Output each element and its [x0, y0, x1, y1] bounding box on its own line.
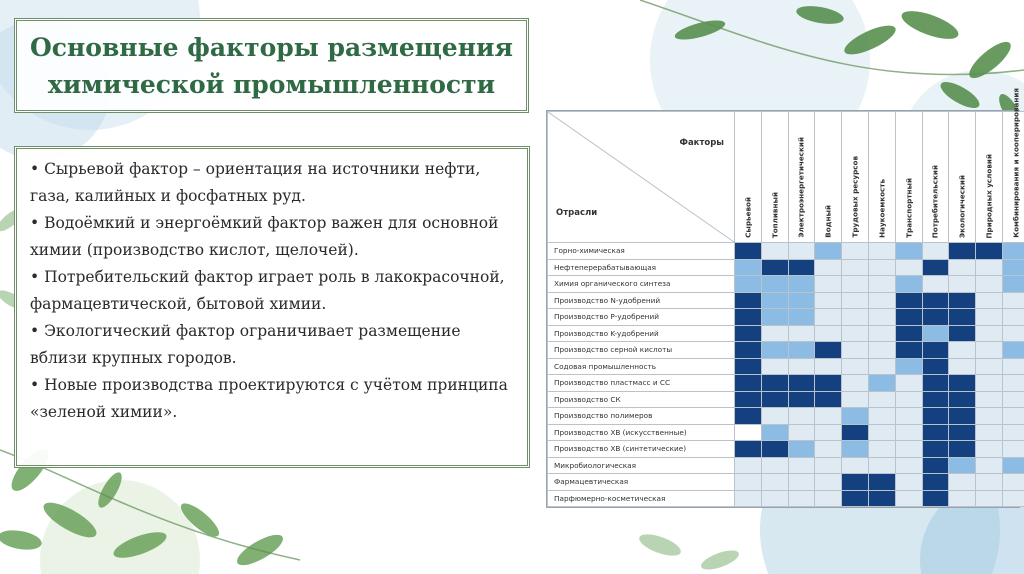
bullet-item: • Новые производства проектируются с учётом принципа «зеленой химии». — [30, 376, 508, 421]
matrix-cell — [895, 391, 922, 408]
matrix-cell — [895, 276, 922, 293]
matrix-cell — [735, 259, 762, 276]
matrix-cell — [976, 408, 1003, 425]
matrix-cell — [1002, 441, 1024, 458]
matrix-cell — [922, 358, 949, 375]
matrix-cell — [976, 309, 1003, 326]
matrix-cell — [842, 309, 869, 326]
factor-header — [868, 112, 895, 243]
factor-label: Природных условий — [984, 153, 994, 238]
matrix-cell — [976, 358, 1003, 375]
matrix-cell — [842, 259, 869, 276]
factors-matrix — [547, 88, 1024, 507]
industry-label: Микробиологическая — [548, 457, 735, 474]
matrix-cell — [922, 276, 949, 293]
industries-axis-label: Отрасли — [556, 208, 598, 218]
matrix-cell — [761, 325, 788, 342]
matrix-cell — [842, 474, 869, 491]
matrix-cell — [735, 424, 762, 441]
matrix-cell — [1002, 276, 1024, 293]
industry-label: Производство пластмасс и СС — [548, 375, 735, 392]
matrix-cell — [735, 441, 762, 458]
matrix-cell — [976, 457, 1003, 474]
matrix-cell — [922, 375, 949, 392]
matrix-cell — [788, 424, 815, 441]
factor-label: Потребительский — [930, 164, 940, 238]
matrix-cell — [976, 342, 1003, 359]
table-row — [548, 276, 1024, 293]
table-row — [548, 490, 1024, 507]
matrix-cell — [761, 358, 788, 375]
matrix-cell — [1002, 309, 1024, 326]
matrix-cell — [761, 259, 788, 276]
matrix-cell — [735, 276, 762, 293]
matrix-cell — [922, 408, 949, 425]
matrix-cell — [761, 474, 788, 491]
factor-label: Сырьевой — [743, 197, 753, 238]
industry-label: Производство полимеров — [548, 408, 735, 425]
matrix-cell — [895, 474, 922, 491]
matrix-cell — [1002, 358, 1024, 375]
matrix-cell — [868, 441, 895, 458]
matrix-cell — [761, 342, 788, 359]
matrix-cell — [842, 375, 869, 392]
matrix-cell — [761, 408, 788, 425]
matrix-cell — [895, 457, 922, 474]
matrix-cell — [949, 276, 976, 293]
matrix-cell — [976, 259, 1003, 276]
industry-label: Производство СК — [548, 391, 735, 408]
industry-label: Производство ХВ (искусственные) — [548, 424, 735, 441]
matrix-cell — [842, 243, 869, 260]
matrix-cell — [949, 243, 976, 260]
matrix-cell — [815, 457, 842, 474]
header-row — [548, 112, 1024, 243]
matrix-cell — [842, 292, 869, 309]
corner-diagonal-line — [548, 112, 734, 242]
matrix-cell — [815, 408, 842, 425]
matrix-cell — [761, 375, 788, 392]
matrix-cell — [976, 375, 1003, 392]
matrix-cell — [922, 292, 949, 309]
matrix-cell — [815, 342, 842, 359]
matrix-cell — [842, 457, 869, 474]
matrix-cell — [976, 474, 1003, 491]
bullet-item: • Сырьевой фактор – ориентация на источники нефти, газа, калийных и фосфатных руд. — [30, 160, 481, 205]
factor-label: Транспортный — [904, 178, 914, 238]
bullet-item: • Водоёмкий и энергоёмкий фактор важен для основной химии (производство кислот, щелочей). — [30, 214, 499, 259]
table-row — [548, 342, 1024, 359]
factor-label: Экологический — [957, 174, 967, 238]
matrix-cell — [976, 490, 1003, 507]
matrix-cell — [922, 243, 949, 260]
factor-label: Водный — [823, 205, 833, 238]
matrix-cell — [895, 408, 922, 425]
matrix-cell — [922, 490, 949, 507]
industry-label: Содовая промышленность — [548, 358, 735, 375]
matrix-cell — [1002, 424, 1024, 441]
matrix-cell — [949, 342, 976, 359]
matrix-cell — [761, 309, 788, 326]
matrix-cell — [761, 391, 788, 408]
matrix-cell — [868, 474, 895, 491]
bullet-item: • Потребительский фактор играет роль в лакокрасочной, фармацевтической, бытовой химии. — [30, 268, 505, 313]
matrix-cell — [761, 490, 788, 507]
matrix-cell — [815, 276, 842, 293]
matrix-cell — [949, 375, 976, 392]
matrix-cell — [1002, 292, 1024, 309]
matrix-cell — [761, 292, 788, 309]
matrix-cell — [815, 358, 842, 375]
factors-table — [546, 88, 1021, 508]
matrix-cell — [788, 391, 815, 408]
slide-title: Основные факторы размещения химической промышленности — [29, 32, 514, 99]
matrix-cell — [868, 375, 895, 392]
matrix-cell — [735, 325, 762, 342]
factor-header — [788, 112, 815, 243]
matrix-cell — [949, 424, 976, 441]
matrix-cell — [788, 441, 815, 458]
matrix-cell — [788, 408, 815, 425]
matrix-cell — [868, 342, 895, 359]
matrix-cell — [868, 243, 895, 260]
matrix-cell — [922, 259, 949, 276]
factor-header — [842, 112, 869, 243]
table-row — [548, 391, 1024, 408]
matrix-cell — [1002, 474, 1024, 491]
matrix-cell — [761, 457, 788, 474]
matrix-cell — [895, 259, 922, 276]
factor-header — [895, 112, 922, 243]
matrix-cell — [868, 457, 895, 474]
matrix-cell — [922, 441, 949, 458]
matrix-cell — [1002, 325, 1024, 342]
matrix-cell — [949, 490, 976, 507]
matrix-cell — [815, 375, 842, 392]
matrix-cell — [815, 441, 842, 458]
industry-label: Химия органического синтеза — [548, 276, 735, 293]
table-row — [548, 375, 1024, 392]
matrix-cell — [735, 474, 762, 491]
matrix-cell — [976, 243, 1003, 260]
matrix-cell — [1002, 490, 1024, 507]
factor-header — [922, 112, 949, 243]
matrix-cell — [868, 408, 895, 425]
matrix-cell — [868, 490, 895, 507]
table-row — [548, 309, 1024, 326]
matrix-cell — [788, 358, 815, 375]
matrix-cell — [788, 292, 815, 309]
matrix-cell — [1002, 375, 1024, 392]
table-row — [548, 243, 1024, 260]
matrix-cell — [735, 391, 762, 408]
matrix-cell — [842, 441, 869, 458]
matrix-cell — [842, 276, 869, 293]
matrix-cell — [761, 441, 788, 458]
factor-header — [761, 112, 788, 243]
matrix-cell — [842, 325, 869, 342]
table-row — [548, 259, 1024, 276]
matrix-cell — [895, 441, 922, 458]
matrix-cell — [895, 292, 922, 309]
matrix-cell — [735, 408, 762, 425]
matrix-cell — [788, 457, 815, 474]
matrix-cell — [842, 408, 869, 425]
factor-label: Трудовых ресурсов — [850, 156, 860, 238]
industry-label: Фармацевтическая — [548, 474, 735, 491]
matrix-cell — [1002, 243, 1024, 260]
table-row — [548, 408, 1024, 425]
industry-label: Нефтеперерабатывающая — [548, 259, 735, 276]
matrix-cell — [788, 490, 815, 507]
matrix-cell — [788, 243, 815, 260]
matrix-cell — [788, 259, 815, 276]
matrix-cell — [895, 342, 922, 359]
matrix-cell — [815, 325, 842, 342]
matrix-cell — [788, 474, 815, 491]
factor-label: Наукоемкость — [877, 179, 887, 238]
factor-label: Электроэнергетический — [796, 137, 806, 238]
matrix-cell — [976, 276, 1003, 293]
matrix-cell — [735, 358, 762, 375]
matrix-cell — [1002, 342, 1024, 359]
matrix-cell — [868, 325, 895, 342]
matrix-cell — [922, 424, 949, 441]
matrix-cell — [949, 441, 976, 458]
matrix-cell — [895, 358, 922, 375]
matrix-cell — [976, 325, 1003, 342]
table-row — [548, 457, 1024, 474]
matrix-cell — [949, 474, 976, 491]
matrix-cell — [788, 276, 815, 293]
industry-label: Производство серной кислоты — [548, 342, 735, 359]
matrix-cell — [788, 342, 815, 359]
matrix-cell — [735, 375, 762, 392]
matrix-cell — [922, 325, 949, 342]
matrix-cell — [735, 309, 762, 326]
table-row — [548, 292, 1024, 309]
matrix-cell — [788, 375, 815, 392]
matrix-cell — [735, 342, 762, 359]
factor-header — [976, 112, 1003, 243]
industry-label: Производство N-удобрений — [548, 292, 735, 309]
matrix-cell — [895, 243, 922, 260]
matrix-cell — [842, 490, 869, 507]
matrix-cell — [1002, 408, 1024, 425]
matrix-cell — [815, 259, 842, 276]
table-row — [548, 325, 1024, 342]
table-row — [548, 474, 1024, 491]
matrix-cell — [922, 391, 949, 408]
table-row — [548, 358, 1024, 375]
factor-header — [815, 112, 842, 243]
industry-label: Производство P-удобрений — [548, 309, 735, 326]
matrix-cell — [949, 358, 976, 375]
matrix-cell — [922, 474, 949, 491]
matrix-cell — [842, 358, 869, 375]
matrix-cell — [735, 457, 762, 474]
bullet-panel — [14, 146, 530, 468]
matrix-cell — [815, 243, 842, 260]
table-corner — [548, 112, 735, 243]
industry-label: Горно-химическая — [548, 243, 735, 260]
matrix-cell — [868, 292, 895, 309]
industry-label: Парфюмерно-косметическая — [548, 490, 735, 507]
matrix-cell — [895, 375, 922, 392]
matrix-cell — [735, 490, 762, 507]
factor-header — [735, 112, 762, 243]
industry-label: Производство K-удобрений — [548, 325, 735, 342]
industry-label: Производство ХВ (синтетические) — [548, 441, 735, 458]
matrix-cell — [735, 292, 762, 309]
matrix-cell — [868, 309, 895, 326]
matrix-cell — [976, 391, 1003, 408]
matrix-cell — [868, 259, 895, 276]
table-row — [548, 441, 1024, 458]
title-panel — [14, 18, 529, 113]
matrix-cell — [815, 391, 842, 408]
matrix-cell — [815, 292, 842, 309]
matrix-cell — [761, 243, 788, 260]
matrix-cell — [1002, 457, 1024, 474]
matrix-cell — [895, 490, 922, 507]
matrix-cell — [868, 424, 895, 441]
matrix-cell — [788, 309, 815, 326]
matrix-cell — [922, 457, 949, 474]
matrix-cell — [895, 325, 922, 342]
factor-label: Комбинирования и кооперирования — [1011, 88, 1021, 238]
matrix-cell — [788, 325, 815, 342]
matrix-cell — [868, 391, 895, 408]
matrix-cell — [976, 441, 1003, 458]
matrix-cell — [842, 391, 869, 408]
matrix-cell — [815, 474, 842, 491]
matrix-cell — [868, 276, 895, 293]
matrix-cell — [922, 342, 949, 359]
matrix-cell — [895, 309, 922, 326]
matrix-cell — [815, 490, 842, 507]
matrix-cell — [922, 309, 949, 326]
matrix-cell — [949, 309, 976, 326]
factors-axis-label: Факторы — [679, 138, 724, 148]
bullet-item: • Экологический фактор ограничивает размещение вблизи крупных городов. — [30, 322, 461, 367]
factor-label: Топливный — [770, 191, 780, 238]
factor-header — [1002, 88, 1024, 243]
matrix-cell — [976, 292, 1003, 309]
matrix-cell — [1002, 391, 1024, 408]
matrix-cell — [815, 424, 842, 441]
matrix-cell — [949, 457, 976, 474]
factor-header — [949, 112, 976, 243]
matrix-cell — [761, 276, 788, 293]
matrix-cell — [842, 424, 869, 441]
matrix-cell — [761, 424, 788, 441]
matrix-cell — [815, 309, 842, 326]
matrix-cell — [868, 358, 895, 375]
table-row — [548, 424, 1024, 441]
matrix-cell — [735, 243, 762, 260]
matrix-cell — [949, 325, 976, 342]
matrix-cell — [895, 424, 922, 441]
matrix-cell — [949, 408, 976, 425]
matrix-cell — [949, 391, 976, 408]
matrix-cell — [949, 259, 976, 276]
matrix-cell — [842, 342, 869, 359]
matrix-cell — [976, 424, 1003, 441]
matrix-cell — [949, 292, 976, 309]
matrix-cell — [1002, 259, 1024, 276]
